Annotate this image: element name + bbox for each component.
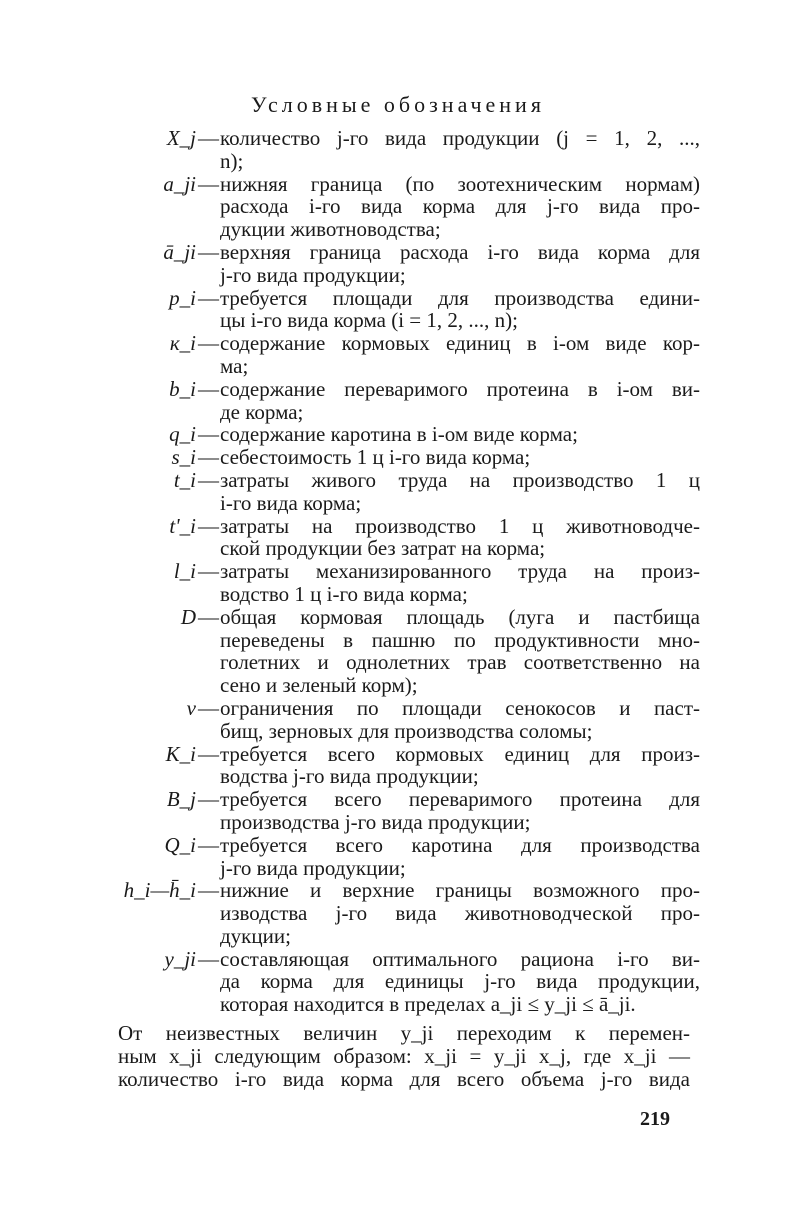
page-number: 219 bbox=[640, 1108, 670, 1130]
definition-line: себестоимость 1 ц i-го вида корма; bbox=[220, 445, 531, 470]
paragraph-line: количество i-го вида корма для всего объема j-го вида bbox=[118, 1067, 690, 1091]
definition-line: затраты механизированного труда на произ- bbox=[220, 559, 700, 584]
definition-line: ма; bbox=[220, 353, 249, 378]
definition-dash: — bbox=[198, 467, 219, 492]
definition-dash: — bbox=[198, 445, 219, 470]
definition-symbol: к_i bbox=[169, 331, 196, 356]
definition-item bbox=[100, 446, 700, 469]
definition-item bbox=[100, 788, 700, 834]
definition-item bbox=[100, 948, 700, 1016]
definition-line: j-го вида продукции; bbox=[220, 855, 406, 880]
definition-symbol: D bbox=[180, 604, 196, 629]
definition-line: j-го вида продукции; bbox=[220, 262, 406, 287]
definition-symbol: y_ji bbox=[164, 946, 196, 971]
definition-line: содержание кормовых единиц в i-ом виде кор- bbox=[220, 331, 700, 356]
definition-dash: — bbox=[198, 239, 219, 264]
definition-line: n); bbox=[220, 148, 244, 173]
definition-line: затраты на производство 1 ц животноводче- bbox=[220, 513, 700, 538]
paragraph-line: От неизвестных величин y_ji переходим к перемен- bbox=[118, 1021, 690, 1045]
definition-line: i-го вида корма; bbox=[220, 490, 362, 515]
definition-symbol: p_i bbox=[169, 285, 196, 310]
definition-line: дукции; bbox=[220, 923, 291, 948]
definition-item bbox=[100, 287, 700, 333]
definition-dash: — bbox=[198, 422, 219, 447]
definition-line: требуется площади для производства едини- bbox=[220, 285, 700, 310]
definition-text bbox=[220, 743, 700, 789]
definition-symbol: b_i bbox=[169, 376, 196, 401]
definition-text bbox=[220, 423, 700, 446]
definition-line: требуется всего каротина для производства bbox=[220, 832, 700, 857]
definition-symbol: ā_ji bbox=[163, 239, 196, 264]
definition-text bbox=[220, 788, 700, 834]
definition-text bbox=[220, 173, 700, 241]
definition-dash: — bbox=[198, 285, 219, 310]
definition-item bbox=[100, 241, 700, 287]
definition-line: требуется всего кормовых единиц для произ- bbox=[220, 741, 700, 766]
definition-symbol: Q_i bbox=[164, 832, 196, 857]
definition-line: требуется всего переваримого протеина для bbox=[220, 787, 700, 812]
definition-dash: — bbox=[198, 946, 219, 971]
definition-line: количество j-го вида продукции (j = 1, 2, ..., bbox=[220, 126, 700, 150]
definition-line: дукции животноводства; bbox=[220, 217, 441, 242]
section-heading: Условные обозначения bbox=[251, 92, 545, 117]
definition-symbol: s_i bbox=[171, 445, 196, 470]
definition-text bbox=[220, 606, 700, 697]
definition-line: содержание переваримого протеина в i-ом ви- bbox=[220, 376, 700, 401]
definition-dash: — bbox=[198, 331, 219, 356]
definition-item bbox=[100, 515, 700, 561]
definition-line: да корма для единицы j-го вида продукции, bbox=[220, 969, 700, 994]
definition-line: производства j-го вида продукции; bbox=[220, 809, 531, 834]
definition-item bbox=[100, 879, 700, 947]
definition-text bbox=[220, 834, 700, 880]
definition-line: ограничения по площади сенокосов и паст- bbox=[220, 695, 700, 720]
definition-symbol: q_i bbox=[169, 422, 196, 447]
definition-dash: — bbox=[198, 878, 219, 903]
definition-line: изводства j-го вида животноводческой про- bbox=[220, 901, 700, 926]
definition-item bbox=[100, 743, 700, 789]
definition-item bbox=[100, 560, 700, 606]
definition-line: бищ, зерновых для производства соломы; bbox=[220, 718, 593, 743]
definition-symbol: K_i bbox=[165, 741, 196, 766]
definition-text bbox=[220, 287, 700, 333]
definition-line: составляющая оптимального рациона i-го ви- bbox=[220, 946, 700, 971]
definition-dash: — bbox=[198, 513, 219, 538]
definition-symbol: l_i bbox=[173, 559, 196, 584]
definition-line: водство 1 ц i-го вида корма; bbox=[220, 581, 468, 606]
definition-text bbox=[220, 948, 700, 1016]
definition-line: голетних и однолетних трав соответственно на bbox=[220, 650, 700, 675]
definition-text bbox=[220, 378, 700, 424]
definition-line: ской продукции без затрат на корма; bbox=[220, 536, 546, 561]
definition-text bbox=[220, 446, 700, 469]
definition-line: верхняя граница расхода i-го вида корма для bbox=[220, 239, 700, 264]
definition-dash: — bbox=[198, 832, 219, 857]
definition-line: нижние и верхние границы возможного про- bbox=[220, 878, 700, 903]
definition-item bbox=[100, 173, 700, 241]
definition-text bbox=[220, 697, 700, 743]
definition-symbol: t_i bbox=[173, 467, 196, 492]
definition-text bbox=[220, 241, 700, 287]
definition-symbol: t'_i bbox=[169, 513, 196, 538]
definition-item bbox=[100, 332, 700, 378]
definition-item bbox=[100, 606, 700, 697]
definition-line: общая кормовая площадь (луга и пастбища bbox=[220, 604, 700, 629]
definition-dash: — bbox=[198, 126, 219, 150]
definition-item bbox=[100, 378, 700, 424]
definition-line: де корма; bbox=[220, 399, 304, 424]
definition-line: содержание каротина в i-ом виде корма; bbox=[220, 422, 578, 447]
definition-line: затраты живого труда на производство 1 ц bbox=[220, 467, 700, 492]
definition-line: переведены в пашню по продуктивности мно- bbox=[220, 627, 700, 652]
definition-dash: — bbox=[198, 695, 219, 720]
definition-line: расхода i-го вида корма для j-го вида про- bbox=[220, 194, 700, 219]
definition-line: цы i-го вида корма (i = 1, 2, ..., n); bbox=[220, 308, 518, 333]
definition-line: нижняя граница (по зоотехническим нормам) bbox=[220, 171, 700, 196]
definition-text bbox=[220, 332, 700, 378]
definition-text bbox=[220, 879, 700, 947]
definition-symbol: h_i—h̄_i bbox=[123, 878, 196, 903]
definition-line: которая находится в пределах a_ji ≤ y_ji ≤ ā_ji. bbox=[220, 992, 636, 1017]
definition-symbol: a_ji bbox=[163, 171, 196, 196]
definition-symbol: B_j bbox=[166, 787, 196, 812]
definition-dash: — bbox=[198, 559, 219, 584]
definitions-list bbox=[100, 127, 700, 1016]
definition-item bbox=[100, 697, 700, 743]
definition-text bbox=[220, 469, 700, 515]
definition-dash: — bbox=[198, 171, 219, 196]
definition-text bbox=[220, 127, 700, 173]
definition-item bbox=[100, 834, 700, 880]
definition-dash: — bbox=[198, 604, 219, 629]
paragraph-line: ным x_ji следующим образом: x_ji = y_ji x_j, где x_ji — bbox=[118, 1044, 690, 1068]
definition-dash: — bbox=[198, 376, 219, 401]
definition-line: сено и зеленый корм); bbox=[220, 673, 418, 698]
definition-symbol: X_j bbox=[166, 126, 196, 150]
definition-text bbox=[220, 515, 700, 561]
definition-item bbox=[100, 127, 700, 173]
definition-text bbox=[220, 560, 700, 606]
body-paragraph bbox=[118, 1022, 690, 1091]
definition-dash: — bbox=[198, 741, 219, 766]
definition-dash: — bbox=[198, 787, 219, 812]
definition-line: водства j-го вида продукции; bbox=[220, 764, 479, 789]
definition-item bbox=[100, 423, 700, 446]
definition-symbol: v bbox=[186, 695, 196, 720]
definition-item bbox=[100, 469, 700, 515]
